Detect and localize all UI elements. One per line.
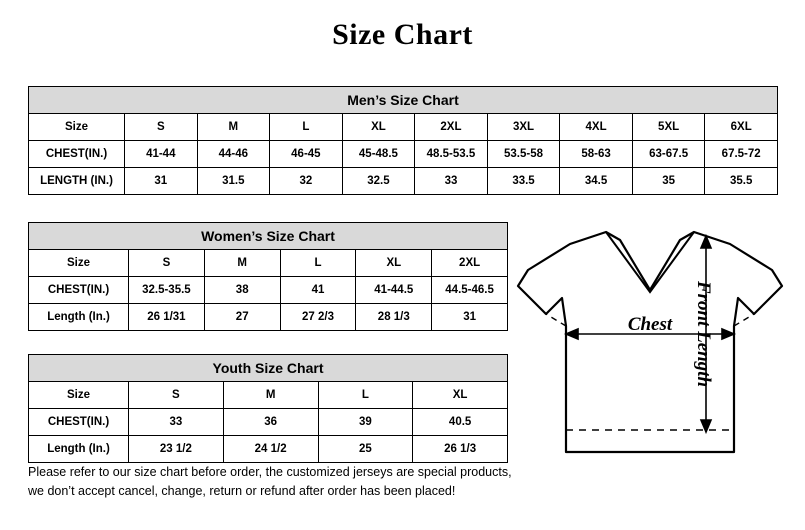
table-header-row [29,114,778,141]
table-cell: 41 [280,277,356,304]
table-row [29,141,778,168]
table-cell: 23 1/2 [129,436,224,463]
column-header: 2XL [415,114,488,141]
table-cell: 31 [125,168,198,195]
womens-table-caption: Women’s Size Chart [29,223,508,250]
column-header: Size [29,382,129,409]
table-row [29,277,508,304]
table-cell: 35.5 [705,168,778,195]
column-header: L [318,382,413,409]
column-header: 6XL [705,114,778,141]
table-cell: 33 [129,409,224,436]
size-chart-page [0,18,805,530]
row-label: CHEST(IN.) [29,277,129,304]
womens-size-chart-section [28,222,508,331]
shirt-collar-path [606,232,694,292]
column-header: L [280,250,356,277]
womens-size-chart-table [28,222,508,331]
table-cell: 32.5-35.5 [129,277,205,304]
table-cell: 58-63 [560,141,633,168]
note-line-2: we don’t accept cancel, change, return or refund after order has been placed! [28,484,456,499]
table-cell: 33 [415,168,488,195]
table-header-row [29,250,508,277]
table-cell: 31 [432,304,508,331]
table-cell: 28 1/3 [356,304,432,331]
column-header: S [129,250,205,277]
row-label: Length (In.) [29,436,129,463]
table-cell: 40.5 [413,409,508,436]
column-header: 3XL [487,114,560,141]
table-cell: 41-44.5 [356,277,432,304]
table-caption-row [29,355,508,382]
row-label: CHEST(IN.) [29,409,129,436]
column-header: Size [29,250,129,277]
table-row [29,436,508,463]
table-cell: 48.5-53.5 [415,141,488,168]
table-row [29,304,508,331]
table-cell: 46-45 [270,141,343,168]
row-label: CHEST(IN.) [29,141,125,168]
row-label: LENGTH (IN.) [29,168,125,195]
shirt-diagram [510,214,790,484]
table-cell: 44.5-46.5 [432,277,508,304]
page-title: Size Chart [332,18,473,51]
table-cell: 44-46 [197,141,270,168]
table-cell: 38 [204,277,280,304]
table-cell: 45-48.5 [342,141,415,168]
table-cell: 39 [318,409,413,436]
note-line-1: Please refer to our size chart before order, the customized jerseys are special products, [28,465,512,479]
column-header: M [223,382,318,409]
table-cell: 33.5 [487,168,560,195]
table-cell: 32.5 [342,168,415,195]
mens-table-caption: Men’s Size Chart [29,87,778,114]
table-cell: 27 [204,304,280,331]
table-row [29,409,508,436]
chest-label: Chest [627,314,673,335]
table-cell: 36 [223,409,318,436]
table-cell: 32 [270,168,343,195]
table-cell: 63-67.5 [632,141,705,168]
table-cell: 35 [632,168,705,195]
table-cell: 31.5 [197,168,270,195]
column-header: 5XL [632,114,705,141]
mens-size-chart-table [28,86,778,195]
row-label: Length (In.) [29,304,129,331]
shirt-outline-path [518,232,782,452]
column-header: XL [342,114,415,141]
column-header: XL [413,382,508,409]
youth-size-chart-table [28,354,508,463]
column-header: S [129,382,224,409]
mens-size-chart-section [28,86,778,195]
column-header: L [270,114,343,141]
column-header: M [204,250,280,277]
table-cell: 34.5 [560,168,633,195]
table-cell: 26 1/31 [129,304,205,331]
size-chart-note [28,463,528,502]
table-header-row [29,382,508,409]
table-cell: 25 [318,436,413,463]
table-cell: 26 1/3 [413,436,508,463]
column-header: XL [356,250,432,277]
column-header: 4XL [560,114,633,141]
column-header: 2XL [432,250,508,277]
table-cell: 24 1/2 [223,436,318,463]
front-length-label: Front Length [693,280,714,388]
youth-table-caption: Youth Size Chart [29,355,508,382]
column-header: Size [29,114,125,141]
youth-size-chart-section [28,354,508,463]
column-header: S [125,114,198,141]
table-cell: 41-44 [125,141,198,168]
table-row [29,168,778,195]
table-caption-row [29,223,508,250]
column-header: M [197,114,270,141]
table-cell: 53.5-58 [487,141,560,168]
table-cell: 67.5-72 [705,141,778,168]
table-cell: 27 2/3 [280,304,356,331]
table-caption-row [29,87,778,114]
